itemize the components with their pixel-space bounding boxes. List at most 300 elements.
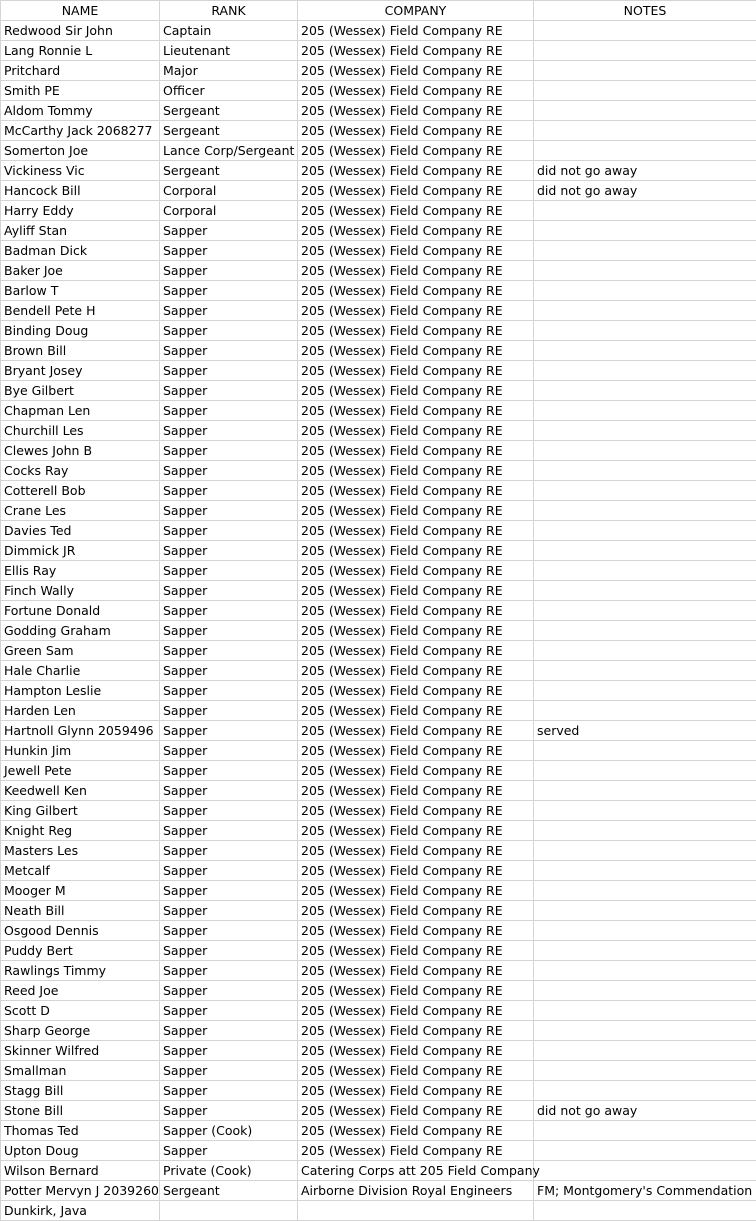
cell-company[interactable]: 205 (Wessex) Field Company RE <box>298 781 534 801</box>
header-row <box>1 1 756 21</box>
cell-name[interactable]: Green Sam <box>1 641 160 661</box>
table-row <box>1 941 756 961</box>
cell-rank[interactable]: Sapper <box>160 821 298 841</box>
cell-name[interactable]: Puddy Bert <box>1 941 160 961</box>
cell-rank[interactable]: Sapper <box>160 1041 298 1061</box>
cell-rank[interactable]: Sapper <box>160 621 298 641</box>
cell-company[interactable]: 205 (Wessex) Field Company RE <box>298 201 534 221</box>
cell-company[interactable]: 205 (Wessex) Field Company RE <box>298 21 534 41</box>
cell-rank[interactable]: Sapper <box>160 641 298 661</box>
table-row <box>1 901 756 921</box>
cell-name[interactable]: Fortune Donald <box>1 601 160 621</box>
table-row <box>1 41 756 61</box>
cell-notes[interactable] <box>534 1061 756 1081</box>
table-row <box>1 21 756 41</box>
cell-name[interactable]: Hancock Bill <box>1 181 160 201</box>
cell-rank[interactable]: Sapper <box>160 581 298 601</box>
cell-name[interactable]: Badman Dick <box>1 241 160 261</box>
cell-notes[interactable] <box>534 141 756 161</box>
cell-name[interactable]: Jewell Pete <box>1 761 160 781</box>
cell-rank[interactable]: Sapper <box>160 541 298 561</box>
cell-name[interactable]: Barlow T <box>1 281 160 301</box>
cell-rank[interactable]: Sapper <box>160 961 298 981</box>
cell-company[interactable]: 205 (Wessex) Field Company RE <box>298 121 534 141</box>
cell-name[interactable]: Aldom Tommy <box>1 101 160 121</box>
cell-name[interactable]: Smith PE <box>1 81 160 101</box>
table-row <box>1 1081 756 1101</box>
cell-notes[interactable] <box>534 1201 756 1221</box>
cell-rank[interactable]: Sapper <box>160 1021 298 1041</box>
cell-name[interactable]: Lang Ronnie L <box>1 41 160 61</box>
table-row <box>1 541 756 561</box>
cell-rank[interactable]: Sapper <box>160 1141 298 1161</box>
cell-name[interactable]: Upton Doug <box>1 1141 160 1161</box>
cell-company[interactable]: 205 (Wessex) Field Company RE <box>298 941 534 961</box>
cell-name[interactable]: Somerton Joe <box>1 141 160 161</box>
table-row <box>1 1161 756 1181</box>
cell-rank[interactable]: Sapper <box>160 1101 298 1121</box>
cell-company[interactable]: 205 (Wessex) Field Company RE <box>298 761 534 781</box>
cell-notes[interactable] <box>534 241 756 261</box>
cell-company[interactable]: 205 (Wessex) Field Company RE <box>298 461 534 481</box>
cell-name[interactable]: King Gilbert <box>1 801 160 821</box>
cell-name[interactable]: Hunkin Jim <box>1 741 160 761</box>
table-row <box>1 301 756 321</box>
cell-rank[interactable]: Sapper <box>160 421 298 441</box>
table-row <box>1 1021 756 1041</box>
cell-company[interactable]: 205 (Wessex) Field Company RE <box>298 501 534 521</box>
cell-notes[interactable] <box>534 941 756 961</box>
cell-rank[interactable]: Sergeant <box>160 101 298 121</box>
cell-rank[interactable]: Sapper <box>160 281 298 301</box>
cell-rank[interactable]: Sergeant <box>160 121 298 141</box>
header-name[interactable]: NAME <box>1 1 160 21</box>
cell-name[interactable]: Keedwell Ken <box>1 781 160 801</box>
table-row <box>1 501 756 521</box>
cell-notes[interactable] <box>534 481 756 501</box>
cell-rank[interactable]: Sapper <box>160 401 298 421</box>
cell-company[interactable]: 205 (Wessex) Field Company RE <box>298 1081 534 1101</box>
cell-name[interactable]: Ayliff Stan <box>1 221 160 241</box>
cell-rank[interactable]: Sapper <box>160 1001 298 1021</box>
cell-rank[interactable]: Major <box>160 61 298 81</box>
cell-company[interactable]: 205 (Wessex) Field Company RE <box>298 921 534 941</box>
cell-name[interactable]: Osgood Dennis <box>1 921 160 941</box>
table-row <box>1 101 756 121</box>
cell-company[interactable]: 205 (Wessex) Field Company RE <box>298 381 534 401</box>
cell-rank[interactable]: Sapper <box>160 881 298 901</box>
cell-name[interactable]: Binding Doug <box>1 321 160 341</box>
cell-notes[interactable] <box>534 521 756 541</box>
cell-notes[interactable] <box>534 581 756 601</box>
table-row <box>1 441 756 461</box>
cell-notes[interactable] <box>534 841 756 861</box>
cell-notes[interactable] <box>534 881 756 901</box>
cell-name[interactable]: Bryant Josey <box>1 361 160 381</box>
cell-rank[interactable]: Private (Cook) <box>160 1161 298 1181</box>
cell-name[interactable]: Neath Bill <box>1 901 160 921</box>
table-row <box>1 741 756 761</box>
cell-name[interactable]: Hampton Leslie <box>1 681 160 701</box>
cell-company[interactable]: 205 (Wessex) Field Company RE <box>298 581 534 601</box>
cell-name[interactable]: Reed Joe <box>1 981 160 1001</box>
cell-notes[interactable] <box>534 781 756 801</box>
cell-company[interactable]: 205 (Wessex) Field Company RE <box>298 141 534 161</box>
table-row <box>1 141 756 161</box>
cell-company[interactable]: 205 (Wessex) Field Company RE <box>298 401 534 421</box>
table-row <box>1 601 756 621</box>
cell-name[interactable]: Churchill Les <box>1 421 160 441</box>
table-row <box>1 61 756 81</box>
table-row <box>1 261 756 281</box>
table-row <box>1 161 756 181</box>
cell-notes[interactable] <box>534 61 756 81</box>
cell-name[interactable]: Sharp George <box>1 1021 160 1041</box>
cell-notes[interactable] <box>534 981 756 1001</box>
cell-rank[interactable]: Corporal <box>160 181 298 201</box>
cell-notes[interactable] <box>534 461 756 481</box>
cell-rank[interactable]: Sapper <box>160 301 298 321</box>
cell-company[interactable]: 205 (Wessex) Field Company RE <box>298 561 534 581</box>
table-row <box>1 321 756 341</box>
cell-company[interactable]: 205 (Wessex) Field Company RE <box>298 621 534 641</box>
cell-name[interactable]: Stagg Bill <box>1 1081 160 1101</box>
cell-name[interactable]: Baker Joe <box>1 261 160 281</box>
cell-name[interactable]: Pritchard <box>1 61 160 81</box>
cell-name[interactable]: Harden Len <box>1 701 160 721</box>
cell-company[interactable]: 205 (Wessex) Field Company RE <box>298 841 534 861</box>
cell-company[interactable]: 205 (Wessex) Field Company RE <box>298 721 534 741</box>
cell-notes[interactable] <box>534 501 756 521</box>
cell-rank[interactable]: Sapper <box>160 441 298 461</box>
table-row <box>1 621 756 641</box>
cell-rank[interactable]: Lance Corp/Sergeant <box>160 141 298 161</box>
cell-notes[interactable] <box>534 341 756 361</box>
cell-notes[interactable] <box>534 1041 756 1061</box>
cell-company[interactable]: 205 (Wessex) Field Company RE <box>298 901 534 921</box>
cell-company[interactable]: 205 (Wessex) Field Company RE <box>298 681 534 701</box>
header-rank[interactable]: RANK <box>160 1 298 21</box>
cell-notes[interactable] <box>534 681 756 701</box>
table-row <box>1 401 756 421</box>
cell-rank[interactable]: Sapper <box>160 561 298 581</box>
cell-notes[interactable] <box>534 601 756 621</box>
cell-rank[interactable]: Sapper <box>160 721 298 741</box>
cell-notes[interactable] <box>534 761 756 781</box>
cell-company[interactable]: 205 (Wessex) Field Company RE <box>298 1041 534 1061</box>
cell-notes[interactable] <box>534 221 756 241</box>
cell-notes[interactable] <box>534 101 756 121</box>
cell-notes[interactable] <box>534 81 756 101</box>
cell-rank[interactable]: Sapper <box>160 981 298 1001</box>
cell-rank[interactable]: Sapper <box>160 741 298 761</box>
cell-name[interactable]: Chapman Len <box>1 401 160 421</box>
cell-company[interactable]: 205 (Wessex) Field Company RE <box>298 521 534 541</box>
cell-notes[interactable] <box>534 861 756 881</box>
table-row <box>1 721 756 741</box>
table-row <box>1 641 756 661</box>
cell-company[interactable]: 205 (Wessex) Field Company RE <box>298 481 534 501</box>
cell-name[interactable]: Finch Wally <box>1 581 160 601</box>
cell-name[interactable]: Dimmick JR <box>1 541 160 561</box>
cell-company[interactable]: 205 (Wessex) Field Company RE <box>298 421 534 441</box>
cell-name[interactable]: Dunkirk, Java <box>1 1201 160 1221</box>
cell-notes[interactable] <box>534 281 756 301</box>
table-row <box>1 1181 756 1201</box>
cell-notes[interactable] <box>534 741 756 761</box>
table-row <box>1 1101 756 1121</box>
cell-company[interactable] <box>298 1201 534 1221</box>
cell-notes[interactable] <box>534 121 756 141</box>
cell-notes[interactable] <box>534 401 756 421</box>
table-row <box>1 921 756 941</box>
cell-company[interactable]: 205 (Wessex) Field Company RE <box>298 221 534 241</box>
cell-name[interactable]: Harry Eddy <box>1 201 160 221</box>
header-company[interactable]: COMPANY <box>298 1 534 21</box>
cell-name[interactable]: Ellis Ray <box>1 561 160 581</box>
cell-company[interactable]: 205 (Wessex) Field Company RE <box>298 241 534 261</box>
cell-company[interactable]: 205 (Wessex) Field Company RE <box>298 1021 534 1041</box>
cell-rank[interactable]: Officer <box>160 81 298 101</box>
table-row <box>1 1001 756 1021</box>
cell-name[interactable]: Scott D <box>1 1001 160 1021</box>
cell-rank[interactable]: Sapper <box>160 661 298 681</box>
cell-rank[interactable]: Sapper <box>160 461 298 481</box>
cell-name[interactable]: Skinner Wilfred <box>1 1041 160 1061</box>
table-row <box>1 801 756 821</box>
table-row <box>1 981 756 1001</box>
cell-name[interactable]: Godding Graham <box>1 621 160 641</box>
cell-notes[interactable] <box>534 1001 756 1021</box>
cell-name[interactable]: Clewes John B <box>1 441 160 461</box>
cell-company[interactable]: 205 (Wessex) Field Company RE <box>298 541 534 561</box>
cell-company[interactable]: 205 (Wessex) Field Company RE <box>298 1001 534 1021</box>
table-row <box>1 241 756 261</box>
cell-notes[interactable] <box>534 301 756 321</box>
cell-name[interactable]: Rawlings Timmy <box>1 961 160 981</box>
cell-rank[interactable]: Captain <box>160 21 298 41</box>
cell-notes[interactable] <box>534 321 756 341</box>
table-row <box>1 1121 756 1141</box>
cell-company[interactable]: Catering Corps att 205 Field Company <box>298 1161 534 1181</box>
cell-company[interactable]: 205 (Wessex) Field Company RE <box>298 101 534 121</box>
cell-notes[interactable] <box>534 821 756 841</box>
cell-company[interactable]: 205 (Wessex) Field Company RE <box>298 601 534 621</box>
cell-rank[interactable]: Sapper <box>160 681 298 701</box>
table-row <box>1 781 756 801</box>
cell-rank[interactable]: Sapper <box>160 321 298 341</box>
cell-name[interactable]: Wilson Bernard <box>1 1161 160 1181</box>
cell-notes[interactable] <box>534 641 756 661</box>
cell-name[interactable]: Stone Bill <box>1 1101 160 1121</box>
cell-company[interactable]: 205 (Wessex) Field Company RE <box>298 161 534 181</box>
cell-company[interactable]: 205 (Wessex) Field Company RE <box>298 441 534 461</box>
cell-name[interactable]: Cocks Ray <box>1 461 160 481</box>
cell-rank[interactable]: Sapper <box>160 1081 298 1101</box>
cell-name[interactable]: McCarthy Jack 2068277 <box>1 121 160 141</box>
cell-rank[interactable]: Sapper <box>160 241 298 261</box>
cell-name[interactable]: Masters Les <box>1 841 160 861</box>
table-row <box>1 121 756 141</box>
cell-rank[interactable]: Sapper <box>160 841 298 861</box>
table-row <box>1 461 756 481</box>
cell-rank[interactable]: Sapper <box>160 941 298 961</box>
cell-company[interactable]: Airborne Division Royal Engineers <box>298 1181 534 1201</box>
table-body <box>1 21 756 1221</box>
cell-company[interactable]: 205 (Wessex) Field Company RE <box>298 41 534 61</box>
cell-notes[interactable] <box>534 1141 756 1161</box>
cell-company[interactable]: 205 (Wessex) Field Company RE <box>298 801 534 821</box>
cell-notes[interactable]: FM; Montgomery's Commendation <box>534 1181 756 1201</box>
cell-company[interactable]: 205 (Wessex) Field Company RE <box>298 1101 534 1121</box>
cell-company[interactable]: 205 (Wessex) Field Company RE <box>298 361 534 381</box>
cell-notes[interactable] <box>534 21 756 41</box>
cell-company[interactable]: 205 (Wessex) Field Company RE <box>298 881 534 901</box>
cell-notes[interactable] <box>534 701 756 721</box>
cell-rank[interactable]: Sapper <box>160 381 298 401</box>
table-row <box>1 201 756 221</box>
cell-company[interactable]: 205 (Wessex) Field Company RE <box>298 741 534 761</box>
cell-rank[interactable]: Sapper <box>160 801 298 821</box>
cell-name[interactable]: Vickiness Vic <box>1 161 160 181</box>
cell-name[interactable]: Redwood Sir John <box>1 21 160 41</box>
cell-rank[interactable]: Sapper <box>160 501 298 521</box>
cell-notes[interactable]: did not go away <box>534 181 756 201</box>
cell-name[interactable]: Potter Mervyn J 2039260 <box>1 1181 160 1201</box>
cell-name[interactable]: Cotterell Bob <box>1 481 160 501</box>
cell-company[interactable]: 205 (Wessex) Field Company RE <box>298 321 534 341</box>
cell-company[interactable]: 205 (Wessex) Field Company RE <box>298 821 534 841</box>
cell-notes[interactable] <box>534 961 756 981</box>
cell-name[interactable]: Bendell Pete H <box>1 301 160 321</box>
cell-rank[interactable]: Sapper <box>160 1061 298 1081</box>
cell-rank[interactable]: Sapper <box>160 701 298 721</box>
cell-notes[interactable] <box>534 361 756 381</box>
table-row <box>1 281 756 301</box>
cell-company[interactable]: 205 (Wessex) Field Company RE <box>298 261 534 281</box>
cell-notes[interactable] <box>534 541 756 561</box>
cell-company[interactable]: 205 (Wessex) Field Company RE <box>298 981 534 1001</box>
table-row <box>1 361 756 381</box>
cell-name[interactable]: Crane Les <box>1 501 160 521</box>
table-row <box>1 761 756 781</box>
cell-notes[interactable] <box>534 441 756 461</box>
table-row <box>1 1201 756 1221</box>
cell-name[interactable]: Hartnoll Glynn 2059496 <box>1 721 160 741</box>
cell-company[interactable]: 205 (Wessex) Field Company RE <box>298 81 534 101</box>
cell-name[interactable]: Davies Ted <box>1 521 160 541</box>
cell-rank[interactable]: Sapper <box>160 861 298 881</box>
cell-rank[interactable] <box>160 1201 298 1221</box>
table-row <box>1 561 756 581</box>
cell-rank[interactable]: Sapper <box>160 901 298 921</box>
table-row <box>1 1141 756 1161</box>
cell-notes[interactable]: did not go away <box>534 161 756 181</box>
cell-rank[interactable]: Sapper <box>160 221 298 241</box>
cell-rank[interactable]: Sapper <box>160 921 298 941</box>
cell-notes[interactable] <box>534 621 756 641</box>
cell-rank[interactable]: Sapper <box>160 781 298 801</box>
cell-name[interactable]: Thomas Ted <box>1 1121 160 1141</box>
cell-notes[interactable] <box>534 261 756 281</box>
cell-rank[interactable]: Sapper <box>160 481 298 501</box>
cell-name[interactable]: Metcalf <box>1 861 160 881</box>
cell-notes[interactable] <box>534 41 756 61</box>
cell-name[interactable]: Mooger M <box>1 881 160 901</box>
cell-notes[interactable] <box>534 801 756 821</box>
cell-notes[interactable] <box>534 561 756 581</box>
cell-company[interactable]: 205 (Wessex) Field Company RE <box>298 1121 534 1141</box>
cell-notes[interactable] <box>534 921 756 941</box>
cell-company[interactable]: 205 (Wessex) Field Company RE <box>298 1141 534 1161</box>
table-row <box>1 1041 756 1061</box>
table-row <box>1 661 756 681</box>
table-row <box>1 381 756 401</box>
cell-rank[interactable]: Sapper <box>160 761 298 781</box>
cell-company[interactable]: 205 (Wessex) Field Company RE <box>298 61 534 81</box>
cell-company[interactable]: 205 (Wessex) Field Company RE <box>298 281 534 301</box>
cell-notes[interactable] <box>534 1121 756 1141</box>
table-row <box>1 841 756 861</box>
cell-name[interactable]: Knight Reg <box>1 821 160 841</box>
cell-rank[interactable]: Sapper <box>160 341 298 361</box>
cell-notes[interactable] <box>534 901 756 921</box>
cell-company[interactable]: 205 (Wessex) Field Company RE <box>298 301 534 321</box>
cell-name[interactable]: Bye Gilbert <box>1 381 160 401</box>
cell-company[interactable]: 205 (Wessex) Field Company RE <box>298 641 534 661</box>
cell-company[interactable]: 205 (Wessex) Field Company RE <box>298 961 534 981</box>
cell-name[interactable]: Brown Bill <box>1 341 160 361</box>
cell-notes[interactable] <box>534 661 756 681</box>
table-row <box>1 521 756 541</box>
table-row <box>1 81 756 101</box>
cell-company[interactable]: 205 (Wessex) Field Company RE <box>298 701 534 721</box>
cell-notes[interactable]: did not go away <box>534 1101 756 1121</box>
cell-notes[interactable] <box>534 201 756 221</box>
header-notes[interactable]: NOTES <box>534 1 756 21</box>
cell-notes[interactable] <box>534 421 756 441</box>
cell-company[interactable]: 205 (Wessex) Field Company RE <box>298 341 534 361</box>
cell-notes[interactable] <box>534 1021 756 1041</box>
cell-rank[interactable]: Sapper <box>160 601 298 621</box>
table-row <box>1 861 756 881</box>
cell-rank[interactable]: Sapper (Cook) <box>160 1121 298 1141</box>
cell-rank[interactable]: Lieutenant <box>160 41 298 61</box>
table-row <box>1 221 756 241</box>
cell-company[interactable]: 205 (Wessex) Field Company RE <box>298 1061 534 1081</box>
cell-notes[interactable] <box>534 381 756 401</box>
cell-company[interactable]: 205 (Wessex) Field Company RE <box>298 181 534 201</box>
cell-rank[interactable]: Sergeant <box>160 1181 298 1201</box>
cell-notes[interactable] <box>534 1081 756 1101</box>
table-row <box>1 421 756 441</box>
table-row <box>1 1061 756 1081</box>
cell-rank[interactable]: Corporal <box>160 201 298 221</box>
cell-rank[interactable]: Sapper <box>160 261 298 281</box>
cell-company[interactable]: 205 (Wessex) Field Company RE <box>298 861 534 881</box>
cell-name[interactable]: Smallman <box>1 1061 160 1081</box>
cell-rank[interactable]: Sapper <box>160 521 298 541</box>
table-row <box>1 961 756 981</box>
cell-notes[interactable] <box>534 1161 756 1181</box>
cell-name[interactable]: Hale Charlie <box>1 661 160 681</box>
table-row <box>1 681 756 701</box>
cell-company[interactable]: 205 (Wessex) Field Company RE <box>298 661 534 681</box>
cell-rank[interactable]: Sergeant <box>160 161 298 181</box>
table-row <box>1 481 756 501</box>
cell-rank[interactable]: Sapper <box>160 361 298 381</box>
cell-notes[interactable]: served <box>534 721 756 741</box>
